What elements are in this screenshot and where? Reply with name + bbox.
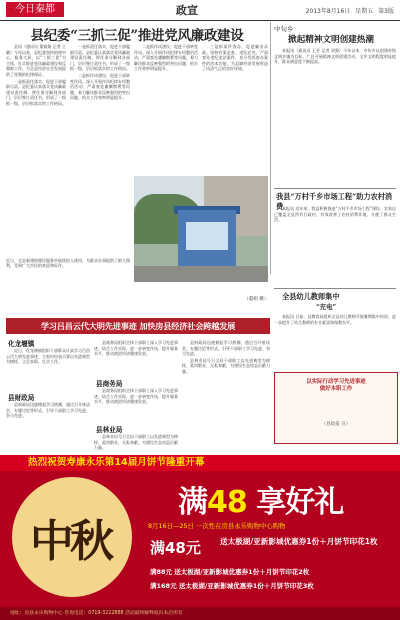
main-story-col-4 (202, 44, 268, 172)
section-body-col3 (182, 340, 270, 450)
section-body (94, 434, 178, 452)
paragraph: 本报讯 日前，县教育局组织全县幼儿教师开展暑期集中培训，进一步提升了幼儿教师的专业素质和保教水平。 (274, 314, 396, 325)
divider (274, 288, 396, 289)
paragraph: 县财政局迅速掀起学习热潮，通过召开座谈会、专题讨论等形式，引导干部职工学习先进、争当先进。 (6, 402, 90, 419)
promo-amount-desc: 送太极湖/亚新影城优惠券1份＋月饼节印花1枚 (220, 537, 378, 546)
promo-amount: 满48元 (150, 539, 201, 557)
column-divider (270, 22, 271, 274)
side-box-sub: （县政报 宣） (321, 422, 351, 427)
promo-line: 满168元 送太极湖/亚新影城优惠券1份＋月饼节印花3枚 (150, 582, 314, 590)
right-story-headline: 掀起精神文明创建热潮 (288, 35, 374, 45)
study-banner: 学习吕昌云代大明先进事迹 加快房县经济社会跨越发展 (6, 318, 270, 334)
paragraph: 本报讯 近年来，我县积极推进“万村千乡市场工程”建设，农家店已覆盖全县所有行政村，有效改善了农村消费环境，方便了群众生活。 (274, 206, 396, 223)
right-story2-body (274, 206, 396, 286)
right-story-body (274, 48, 396, 188)
paragraph: 县林业局号召全局干部职工以先进典型为榜样，爱岗敬业，无私奉献，为建设生态房县贡献力量。 (94, 434, 178, 451)
section-body (6, 348, 90, 388)
paragraph: 二是抓作风建设，促进干部转变作风。深入开展作风纪律专项整治活动，严肃查处庸懒散奢等问题，着力解决群众反映强烈的突出问题，机关工作效率明显提升。 (134, 44, 198, 72)
issue-date (303, 6, 394, 15)
section-name: 政宣 (176, 4, 198, 17)
paragraph: 三是抓案件查办，促进廉洁从政。坚持有案必查、违纪必究，严肃查处违纪违法案件，充分发挥查办案件的治本功能，为县域经济发展营造了风清气正的良好环境。 (202, 44, 268, 72)
main-story-col-2 (70, 44, 130, 254)
section-title: 县财政局 (8, 394, 35, 402)
date-text: 2013年8月16日 (305, 8, 351, 15)
section-title: 县林业局 (96, 426, 123, 434)
right-story3-body (274, 314, 396, 368)
divider (274, 188, 396, 189)
paragraph: 县财政局迅速掀起学习热潮，通过召开座谈会、专题讨论等形式，引导干部职工学习先进、争当先进。 (182, 340, 270, 357)
paragraph: 县商务局组织全体干部职工深入学习先进事迹，结合工作实际，进一步转变作风，提升服务水平，推动商贸经济健康发展。 (94, 340, 178, 357)
promo-dates: 8月16日—25日 一次性在房县永乐购物中心购物 (148, 522, 286, 530)
paragraph: 县林业局号召全局干部职工以先进典型为榜样，爱岗敬业，无私奉献，为建设生态房县贡献力量。 (182, 357, 270, 374)
paragraph: 县商务局组织全体干部职工深入学习先进事迹，结合工作实际，进一步转变作风，提升服务水平，推动商贸经济健康发展。 (94, 388, 178, 405)
right-story3-headline: 全县幼儿教师集中 (282, 292, 340, 301)
photo-caption: 近日，全县新建的便民服务亭陆续投入使用，为群众办事提供了极大便利，受到广大市民的欢迎和好评。 (6, 258, 130, 269)
main-story-col-1 (6, 44, 66, 254)
main-story-col-3 (134, 44, 198, 172)
side-box-text: 以实际行动学习先进事迹 做好本职工作 (306, 379, 366, 392)
promo-number: 48 (207, 485, 247, 520)
right-story-kicker: 中旬乡 (274, 25, 294, 33)
main-headline: 县纪委“三抓三促”推进党风廉政建设 (30, 28, 244, 44)
paragraph: 二是抓作风建设，促进干部转变作风。深入开展作风纪律专项整治活动，严肃查处庸懒散奢等问题，着力解决群众反映强烈的突出问题，机关工作效率明显提升。 (70, 72, 130, 101)
weekday-text: 星期五 (355, 8, 374, 15)
paragraph: 本报讯（通讯员 王芳 记者 刘强）今年以来，中旬乡以创建省级文明乡镇为目标，广泛开展精神文明创建活动，全乡文明程度明显提升，群众满意度不断提高。 (274, 48, 396, 65)
mid-autumn-art-text: 中秋 (30, 516, 110, 567)
promo-line: 满88元 送太极湖/亚新影城优惠券1份＋月饼节印花2枚 (150, 568, 310, 576)
ad-top-banner: 热烈祝贺寿康永乐第14届月饼节隆重开幕 (0, 455, 400, 471)
side-slogan-box (274, 372, 398, 444)
promo-suffix: 享好礼 (256, 485, 344, 520)
right-story2-headline: 我县“万村千乡市场工程”助力农村消费 (276, 192, 393, 211)
mooncake-festival-ad (0, 455, 400, 620)
section-title: 化龙堰镇 (8, 340, 35, 348)
paragraph: 县讯（通讯员 董娟娟 记者 王璐）今年以来，县纪委坚持围绕中心，服务大局，以“三抓三促”为主线，扎实推进党风廉政建设和反腐败工作，为全县经济社会发展提供了坚强的纪律保证。 (6, 44, 66, 77)
section-body (6, 402, 90, 450)
section-title: 县商务局 (96, 380, 123, 388)
page-number: 第3版 (378, 8, 394, 15)
paragraph: 一是抓责任落实，促进干部履职尽责。县纪委认真落实党风廉政建设责任制，将任务分解到各部门，层层签订责任书，形成了一级抓一级、层层抓落实的工作格局。 (70, 44, 130, 72)
paragraph: 近日，化龙堰镇组织干部群众认真学习吕昌云代大明先进事迹，大家纷纷表示要以先进典型为榜样，立足本职，扎实工作。 (6, 348, 90, 365)
big-promo (178, 477, 343, 521)
paragraph: 一是抓责任落实，促进干部履职尽责。县纪委认真落实党风廉政建设责任制，将任务分解到各部门，层层签订责任书，形成了一级抓一级、层层抓落实的工作格局。 (6, 78, 66, 106)
news-photo (134, 176, 268, 282)
section-body (94, 388, 178, 424)
promo-prefix: 满 (178, 485, 207, 520)
ad-footer: 地址：房县永乐购物中心 咨询电话：0719-3222888 活动最终解释权归本店所有 (0, 607, 400, 620)
section-intro (94, 340, 178, 376)
right-story3-subhead: “充电” (316, 303, 337, 311)
newspaper-logo: 今日秦都 (6, 2, 64, 17)
photo-credit: （董娟 摄） (244, 297, 269, 302)
